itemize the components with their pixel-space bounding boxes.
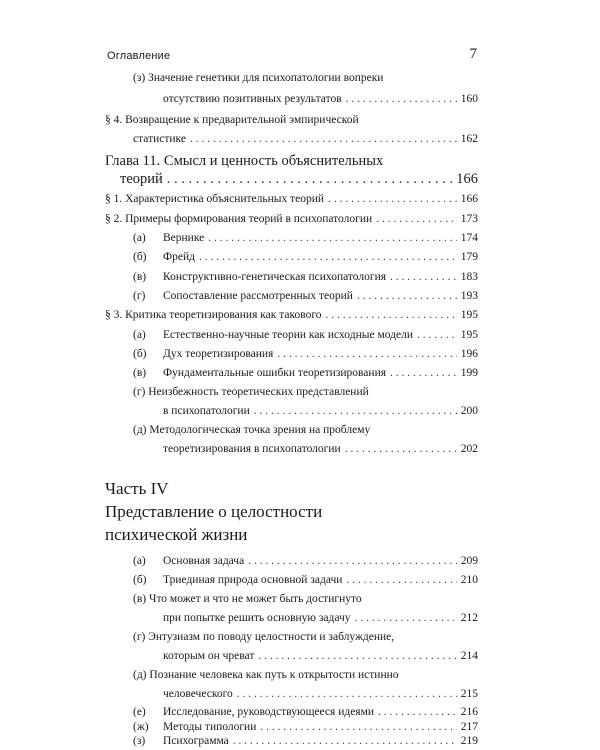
leader-dots <box>328 193 457 205</box>
toc-label: которым он чреват <box>163 650 255 662</box>
toc-section-4-line1: § 4. Возвращение к предварительной эмпирической <box>105 114 359 126</box>
toc-label: Психограмма <box>163 735 229 747</box>
toc-page: 217 <box>460 721 478 733</box>
toc-label: человеческого <box>163 688 233 700</box>
toc-label: § 3. Критика теоретизирования как такового <box>105 309 322 321</box>
toc-label: Фрейд <box>163 251 195 263</box>
list-item <box>133 348 478 360</box>
list-item <box>133 367 478 379</box>
toc-page: 202 <box>460 443 478 455</box>
toc-section-4-line2: статистике <box>133 133 186 145</box>
toc-ch11-section-3 <box>105 309 478 321</box>
item-marker: (е) <box>133 706 146 718</box>
toc-page: 212 <box>460 612 478 624</box>
toc-page: 199 <box>460 367 478 379</box>
toc-entry-methodology-line1: (д) Методологическая точка зрения на проблему <box>133 424 371 436</box>
leader-dots <box>390 367 457 379</box>
item-marker: (ж) <box>133 721 149 733</box>
list-item <box>133 574 478 586</box>
toc-page: 195 <box>460 309 478 321</box>
item-marker: (в) <box>133 367 147 379</box>
item-marker: (б) <box>133 251 147 263</box>
toc-label: § 1. Характеристика объяснительных теорий <box>105 193 325 205</box>
toc-label: Естественно-научные теории как исходные модели <box>163 329 413 341</box>
toc-label: Вернике <box>163 232 205 244</box>
toc-section-4 <box>133 133 478 145</box>
page-number: 7 <box>469 46 477 62</box>
list-item <box>133 721 478 733</box>
toc-label: Исследование, руководствующееся идеями <box>163 706 375 718</box>
toc-label: Конструктивно-генетическая психопатология <box>163 271 387 283</box>
list-item <box>133 735 478 747</box>
toc-label: Фундаментальные ошибки теоретизирования <box>163 367 387 379</box>
toc-label: Триединая природа основной задачи <box>163 574 343 586</box>
toc-entry-inevitability-line1: (г) Неизбежность теоретических представлений <box>133 386 369 398</box>
toc-page: 166 <box>456 171 478 187</box>
leader-dots <box>357 290 457 302</box>
toc-page: 183 <box>460 271 478 283</box>
leader-dots <box>417 329 457 341</box>
toc-page: 214 <box>460 650 478 662</box>
toc-page: 210 <box>460 574 478 586</box>
list-item <box>133 251 478 263</box>
list-item <box>133 271 478 283</box>
list-item <box>133 290 478 302</box>
toc-page: 196 <box>460 348 478 360</box>
leader-dots <box>258 650 456 662</box>
toc-label: § 2. Примеры формирования теорий в психопатологии <box>105 213 373 225</box>
list-item <box>133 232 478 244</box>
leader-dots <box>233 735 457 747</box>
toc-entry-inevitability <box>163 405 478 417</box>
item-marker: (б) <box>133 348 147 360</box>
toc-page: 219 <box>460 735 478 747</box>
item-marker: (а) <box>133 555 146 567</box>
toc-entry-genetics-line1: (з) Значение генетики для психопатологии вопреки <box>133 72 384 84</box>
list-item <box>133 706 478 718</box>
item-marker: (з) <box>133 735 146 747</box>
leader-dots <box>199 251 457 263</box>
toc-entry-achievable-line1: (в) Что может и что не может быть достигнуто <box>133 593 362 605</box>
toc-label: Сопоставление рассмотренных теорий <box>163 290 353 302</box>
toc-page: 193 <box>460 290 478 302</box>
toc-ch11-section-1 <box>105 193 478 205</box>
toc-entry-achievable <box>163 612 478 624</box>
toc-page: 209 <box>460 555 478 567</box>
toc-entry-cognition <box>163 688 478 700</box>
part-4-subtitle-line1: Представление о целостности <box>105 502 323 521</box>
leader-dots <box>378 706 457 718</box>
toc-page: 200 <box>460 405 478 417</box>
leader-dots <box>167 171 452 188</box>
leader-dots <box>248 555 457 567</box>
leader-dots <box>190 133 457 145</box>
toc-page: 215 <box>460 688 478 700</box>
list-item <box>133 555 478 567</box>
item-marker: (а) <box>133 232 146 244</box>
leader-dots <box>346 574 456 586</box>
leader-dots <box>346 93 457 105</box>
toc-page: 173 <box>460 213 478 225</box>
leader-dots <box>260 721 456 733</box>
item-marker: (а) <box>133 329 146 341</box>
leader-dots <box>355 612 457 624</box>
toc-entry-cognition-line1: (д) Познание человека как путь к открытости истинно <box>133 669 399 681</box>
part-4-title: Часть IV <box>105 479 169 498</box>
chapter-11-title-line1: Глава 11. Смысл и ценность объяснительных <box>105 153 384 169</box>
toc-page: 166 <box>460 193 478 205</box>
toc-page: 195 <box>460 329 478 341</box>
part-4-subtitle-line2: психической жизни <box>105 525 248 544</box>
leader-dots <box>237 688 457 700</box>
leader-dots <box>376 213 457 225</box>
toc-page: 179 <box>460 251 478 263</box>
leader-dots <box>326 309 457 321</box>
leader-dots <box>345 443 457 455</box>
leader-dots <box>390 271 457 283</box>
toc-ch11-section-2 <box>105 213 478 225</box>
toc-entry-enthusiasm <box>163 650 478 662</box>
item-marker: (б) <box>133 574 147 586</box>
toc-entry-methodology <box>163 443 478 455</box>
toc-entry-genetics <box>163 93 478 105</box>
leader-dots <box>208 232 457 244</box>
toc-label: Дух теоретизирования <box>163 348 274 360</box>
toc-label: Методы типологии <box>163 721 257 733</box>
toc-label: в психопатологии <box>163 405 250 417</box>
toc-page: 216 <box>460 706 478 718</box>
leader-dots <box>254 405 457 417</box>
item-marker: (г) <box>133 290 146 302</box>
toc-page: 174 <box>460 232 478 244</box>
toc-label: при попытке решить основную задачу <box>163 612 351 624</box>
toc-page: 162 <box>460 133 478 145</box>
toc-label: Основная задача <box>163 555 245 567</box>
toc-entry-enthusiasm-line1: (г) Энтузиазм по поводу целостности и заблуждение, <box>133 631 395 643</box>
leader-dots <box>277 348 456 360</box>
chapter-11-entry <box>120 171 478 188</box>
toc-page: 160 <box>460 93 478 105</box>
running-header: Оглавление <box>107 50 171 62</box>
list-item <box>133 329 478 341</box>
chapter-11-title-line2: теорий <box>120 171 163 187</box>
toc-label: теоретизирования в психопатологии <box>163 443 341 455</box>
item-marker: (в) <box>133 271 147 283</box>
toc-entry-genetics-line2: отсутствию позитивных результатов <box>163 93 342 105</box>
